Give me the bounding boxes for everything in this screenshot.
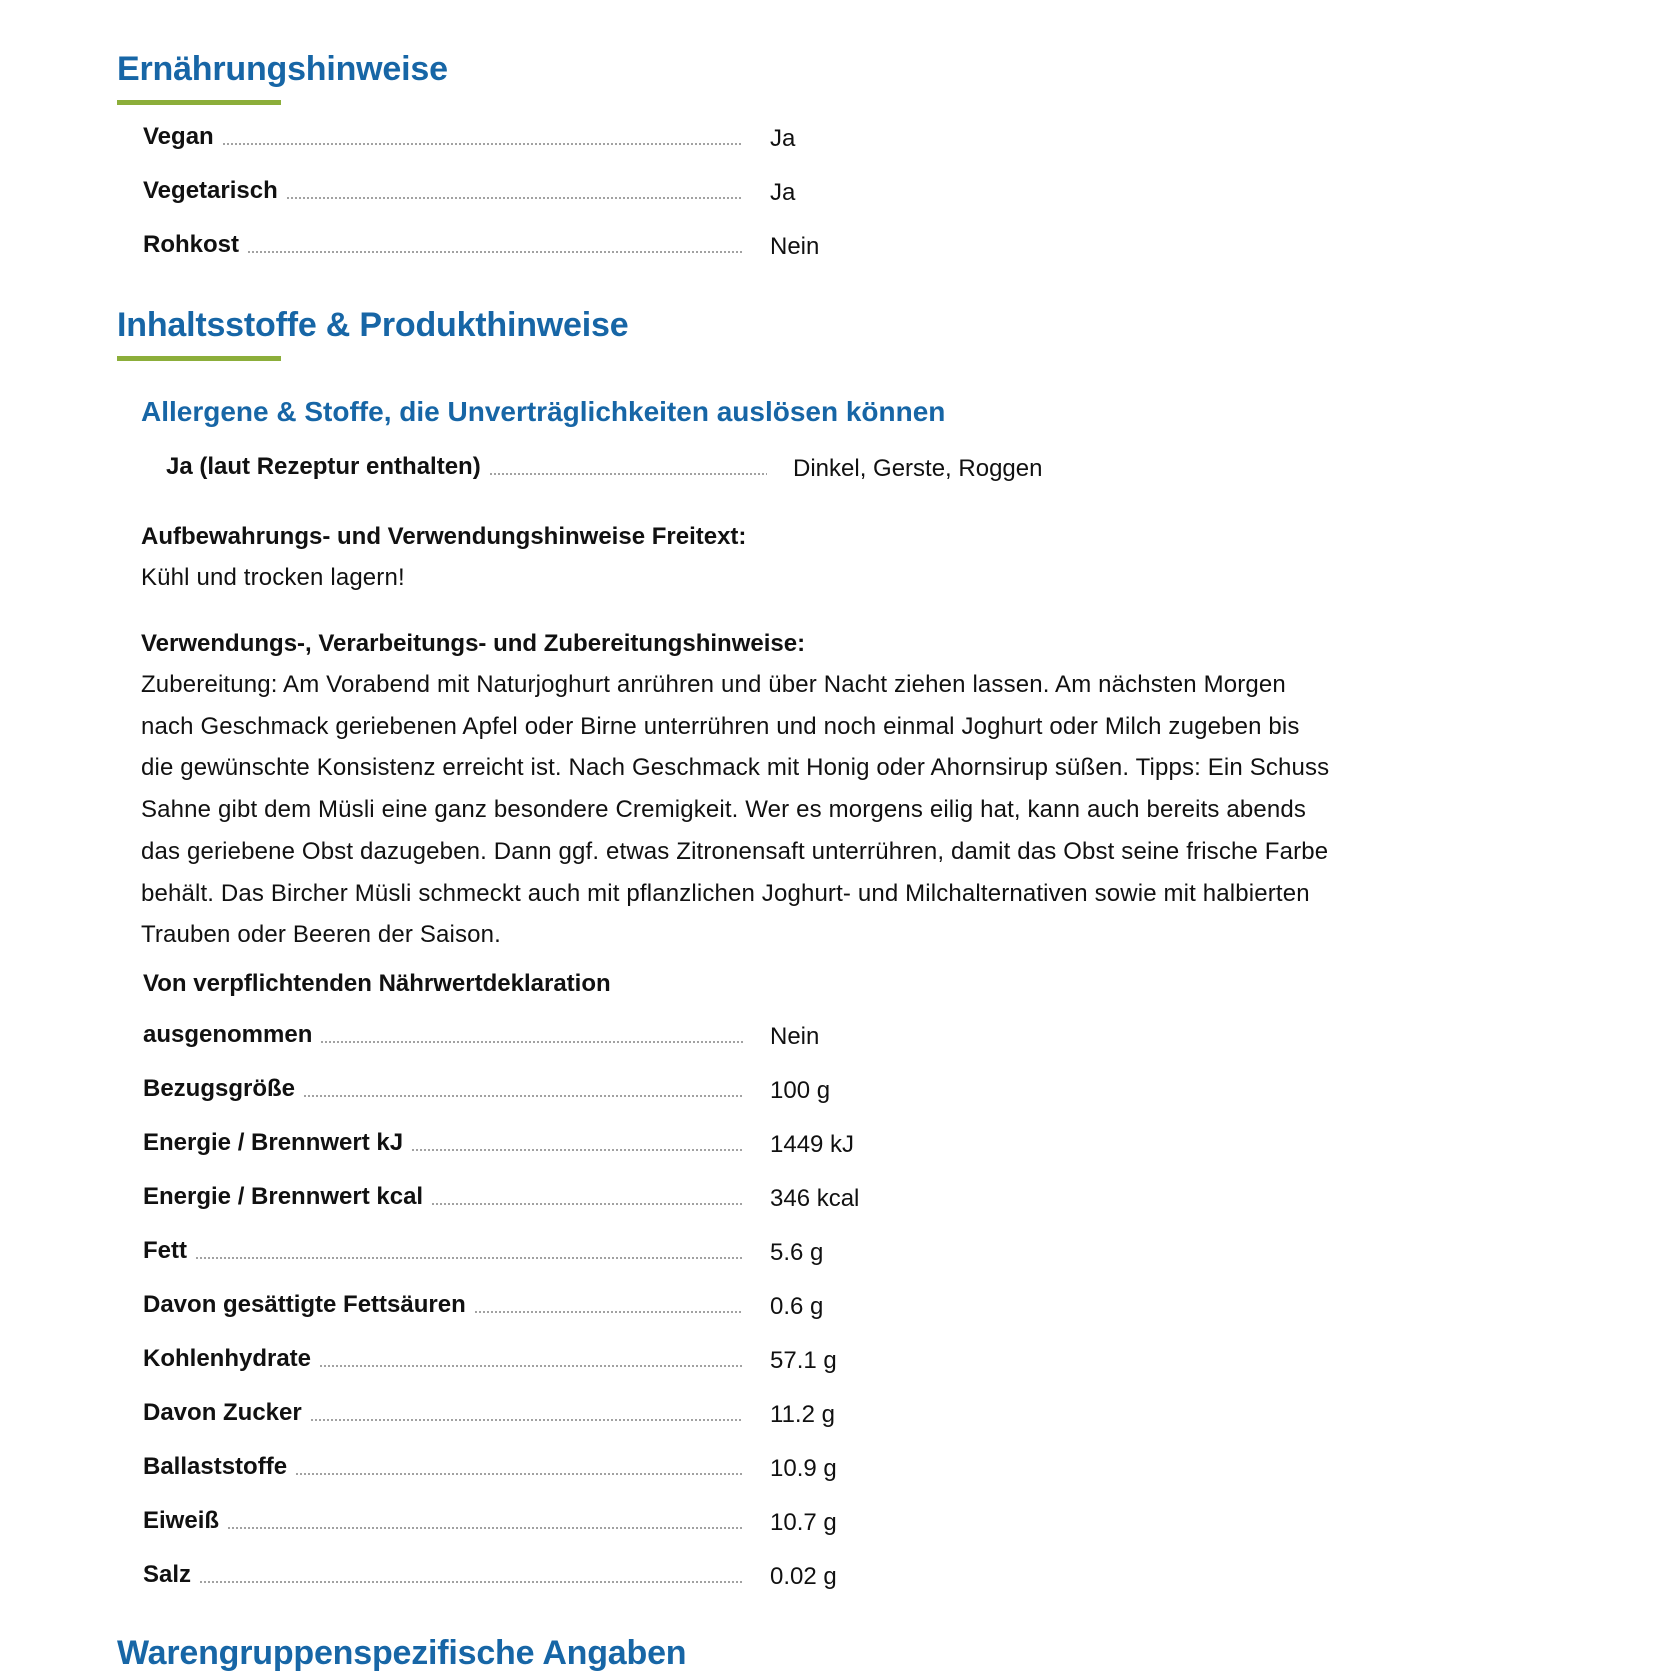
row-value: Nein [770,1023,820,1050]
dot-leader [247,248,743,256]
row-label: Bezugsgröße [143,1072,303,1106]
dot-leader [286,194,743,202]
paragraph-line: die gewünschte Konsistenz erreicht ist. Nach Geschmack mit Honig oder Ahornsirup süßen. Tipps: Ein Schuss [141,754,1330,782]
row-label: Eiweiß [143,1504,227,1538]
paragraph-line: behält. Das Bircher Müsli schmeckt auch mit pflanzlichen Joghurt- und Milchalternativen sowie mit halbierten [141,879,1310,907]
aufbewahrung-text: Kühl und trocken lagern! [141,564,405,591]
row-value: 57.1 g [770,1347,837,1374]
dot-leader [320,1038,743,1046]
dot-leader [474,1308,743,1316]
nutrition-row [143,1396,943,1430]
info-row-allergene [166,450,1116,484]
paragraph-line: nach Geschmack geriebenen Apfel oder Birne unterrühren und noch einmal Joghurt oder Milch zugeben bis [141,712,1300,740]
verwendung-text [141,664,1401,956]
row-value: Dinkel, Gerste, Roggen [793,455,1043,482]
verwendung-label: Verwendungs-, Verarbeitungs- und Zubereitungshinweise: [141,630,806,657]
row-label: Vegetarisch [143,174,286,208]
row-label: Davon gesättigte Fettsäuren [143,1288,474,1322]
dot-leader [303,1092,743,1100]
row-value: 5.6 g [770,1239,824,1266]
row-label: Energie / Brennwert kcal [143,1180,431,1214]
row-value: 11.2 g [770,1401,835,1428]
row-label: Energie / Brennwert kJ [143,1126,411,1160]
naehrwert-heading: Von verpflichtenden Nährwertdeklaration [143,970,611,997]
row-value: 0.6 g [770,1293,824,1320]
nutrition-row [143,1558,943,1592]
dot-leader [431,1200,743,1208]
nutrition-row [143,1504,943,1538]
aufbewahrung-label: Aufbewahrungs- und Verwendungshinweise Freitext: [141,523,747,550]
nutrition-row [143,1072,943,1106]
subsection-title-allergene: Allergene & Stoffe, die Unverträglichkeiten auslösen können [141,396,946,427]
nutrition-row [143,1288,943,1322]
dot-leader [195,1254,743,1262]
row-label: ausgenommen [143,1018,320,1052]
dot-leader [295,1470,743,1478]
row-value: 10.9 g [770,1455,837,1482]
dot-leader [310,1416,743,1424]
dot-leader [411,1146,743,1154]
paragraph-line: Sahne gibt dem Müsli eine ganz besondere Cremigkeit. Wer es morgens eilig hat, kann auch bereits abends [141,796,1306,824]
dot-leader [489,470,767,478]
paragraph-line: Zubereitung: Am Vorabend mit Naturjoghurt anrühren und über Nacht ziehen lassen. Am nächsten Morgen [141,671,1286,698]
row-value: Ja [770,125,796,152]
row-value: 10.7 g [770,1509,837,1536]
nutrition-row [143,1126,943,1160]
row-label: Ballaststoffe [143,1450,295,1484]
section-title-ernaehrung: Ernährungshinweise [117,50,448,88]
row-value: 346 kcal [770,1185,860,1212]
info-row-vegan [143,120,943,154]
row-value: Ja [770,179,796,206]
row-value: 1449 kJ [770,1131,855,1158]
nutrition-row [143,1450,943,1484]
dot-leader [199,1578,743,1586]
info-row-vegetarisch [143,174,943,208]
row-label: Salz [143,1558,199,1592]
section-title-next: Warengruppenspezifische Angaben [117,1634,687,1672]
nutrition-row [143,1234,943,1268]
nutrition-row [143,1180,943,1214]
row-label: Fett [143,1234,195,1268]
dot-leader [227,1524,743,1532]
row-label: Rohkost [143,228,247,262]
row-label: Kohlenhydrate [143,1342,319,1376]
row-value: 0.02 g [770,1563,837,1590]
row-value: 100 g [770,1077,831,1104]
nutrition-row [143,1342,943,1376]
section-title-inhaltsstoffe: Inhaltsstoffe & Produkthinweise [117,306,629,344]
dot-leader [222,140,743,148]
section-underline [117,356,281,361]
nutrition-row [143,1018,943,1052]
row-label: Ja (laut Rezeptur enthalten) [166,450,489,484]
info-row-rohkost [143,228,943,262]
section-underline [117,100,281,105]
row-label: Vegan [143,120,222,154]
paragraph-line: das geriebene Obst dazugeben. Dann ggf. etwas Zitronensaft unterrühren, damit das Obst seine frische Farbe [141,837,1329,865]
dot-leader [319,1362,743,1370]
row-value: Nein [770,233,820,260]
row-label: Davon Zucker [143,1396,310,1430]
paragraph-line: Trauben oder Beeren der Saison. [141,921,501,949]
